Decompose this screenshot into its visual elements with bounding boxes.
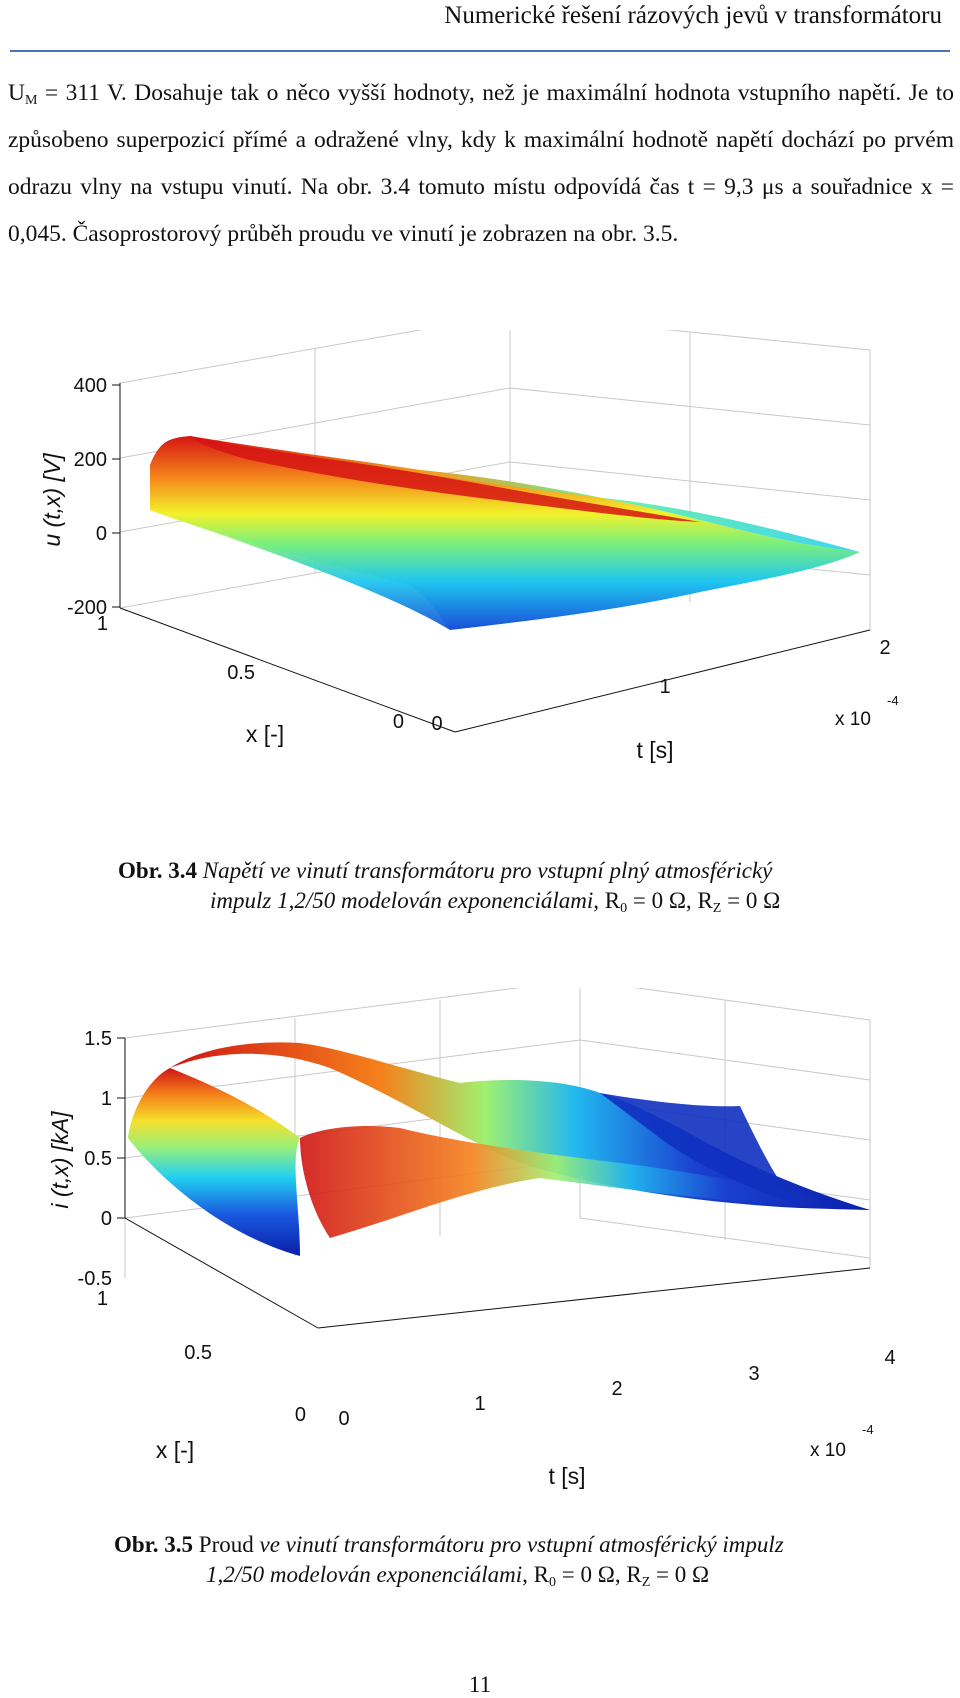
- x-exponent: x 10: [810, 1440, 846, 1461]
- y-tick: 0: [392, 711, 404, 733]
- header-rule: [10, 50, 950, 52]
- rz-subscript: Z: [712, 901, 722, 916]
- rz-symbol: R: [626, 1562, 642, 1587]
- current-surface-front: [128, 1068, 300, 1256]
- x-tick: 3: [748, 1363, 760, 1385]
- z-tick-labels: [78, 1028, 112, 1290]
- um-subscript: M: [24, 93, 38, 108]
- caption-text: ve vinutí transformátoru pro vstupní atmosférický impulz: [253, 1532, 784, 1557]
- z-tick: 200: [73, 449, 107, 471]
- r0-value: = 0 Ω,: [627, 888, 698, 913]
- caption-text-line2: impulz 1,2/50 modelován exponenciálami,: [210, 888, 605, 913]
- rz-subscript: Z: [641, 1575, 651, 1590]
- voltage-surface-plot: [0, 330, 960, 830]
- z-tick: 1.5: [84, 1028, 112, 1050]
- paragraph-text: = 311 V. Dosahuje tak o něco vyšší hodnoty, než je maximální hodnota vstupního napětí. Je to způsobeno superpozicí přímé a odražené vlny, kdy k maximální hodnotě napětí dochází po prvém odrazu vlny na vstupu vinutí. Na obr. 3.4 tomuto místu odpovídá čas t = 9,3 μs a souřadnice x = 0,045. Časoprostorový průběh proudu ve vinutí je zobrazen na obr. 3.5.: [8, 80, 954, 247]
- z-tick: 0: [100, 1208, 112, 1230]
- caption-text-upright: Proud: [193, 1532, 254, 1557]
- x-tick: 1: [659, 676, 671, 698]
- caption-label: Obr. 3.5: [114, 1532, 194, 1557]
- rz-value: = 0 Ω: [721, 888, 781, 913]
- x-tick: 4: [884, 1347, 896, 1369]
- x-tick: 2: [611, 1378, 623, 1400]
- page-number: 11: [468, 1672, 492, 1697]
- x-tick: 1: [474, 1393, 486, 1415]
- r0-symbol: R: [533, 1562, 550, 1587]
- caption-text-line2: 1,2/50 modelován exponenciálami,: [206, 1562, 534, 1587]
- x-exponent: x 10: [835, 709, 871, 730]
- current-surface-plot: [0, 988, 960, 1516]
- y-tick: 1: [96, 1288, 108, 1310]
- z-axis-label: u (t,x) [V]: [39, 453, 65, 547]
- running-title: Numerické řešení rázových jevů v transformátoru: [444, 2, 942, 29]
- y-tick: 0: [294, 1404, 306, 1426]
- x-tick: 0: [431, 713, 443, 735]
- y-tick: 1: [96, 613, 108, 635]
- figure-caption-3-5: [114, 1530, 914, 1590]
- y-tick: 0.5: [184, 1342, 212, 1364]
- x-tick: 2: [879, 637, 891, 659]
- r0-subscript: 0: [620, 901, 628, 916]
- rz-symbol: R: [697, 888, 713, 913]
- x-tick: 0: [338, 1408, 350, 1430]
- current-surface: [128, 1042, 870, 1256]
- r0-symbol: R: [604, 888, 621, 913]
- body-paragraph: [8, 70, 954, 258]
- z-tick: 400: [73, 375, 107, 397]
- z-tick: 1: [100, 1088, 112, 1110]
- caption-label: Obr. 3.4: [118, 858, 198, 883]
- y-tick-labels: [97, 1288, 306, 1426]
- y-tick-labels: [97, 613, 404, 733]
- rz-value: = 0 Ω: [650, 1562, 710, 1587]
- x-tick-labels: [338, 1347, 895, 1461]
- page-header: [0, 0, 960, 56]
- figure-current-surface: [0, 988, 960, 1516]
- figure-voltage-surface: [0, 330, 960, 830]
- z-tick: 0: [95, 523, 107, 545]
- x-axis-label: t [s]: [636, 737, 674, 763]
- z-axis-label: i (t,x) [kA]: [47, 1111, 73, 1209]
- y-tick: 0.5: [227, 662, 255, 684]
- r0-subscript: 0: [549, 1575, 557, 1590]
- um-symbol: U: [8, 80, 25, 106]
- figure-caption-3-4: [118, 856, 918, 916]
- caption-text: Napětí ve vinutí transformátoru pro vstupní plný atmosférický: [197, 858, 773, 883]
- r0-value: = 0 Ω,: [556, 1562, 627, 1587]
- voltage-surface: [150, 436, 860, 630]
- x-exponent-power: -4: [887, 693, 899, 708]
- x-axis-label: t [s]: [548, 1463, 586, 1489]
- y-axis-label: x [-]: [245, 721, 285, 747]
- z-tick: 0.5: [84, 1148, 112, 1170]
- z-tick: -0.5: [77, 1268, 112, 1290]
- z-tick: -200: [66, 597, 107, 619]
- z-tick-labels: [67, 375, 107, 619]
- x-exponent-power: -4: [862, 1422, 874, 1437]
- y-axis-label: x [-]: [155, 1437, 195, 1463]
